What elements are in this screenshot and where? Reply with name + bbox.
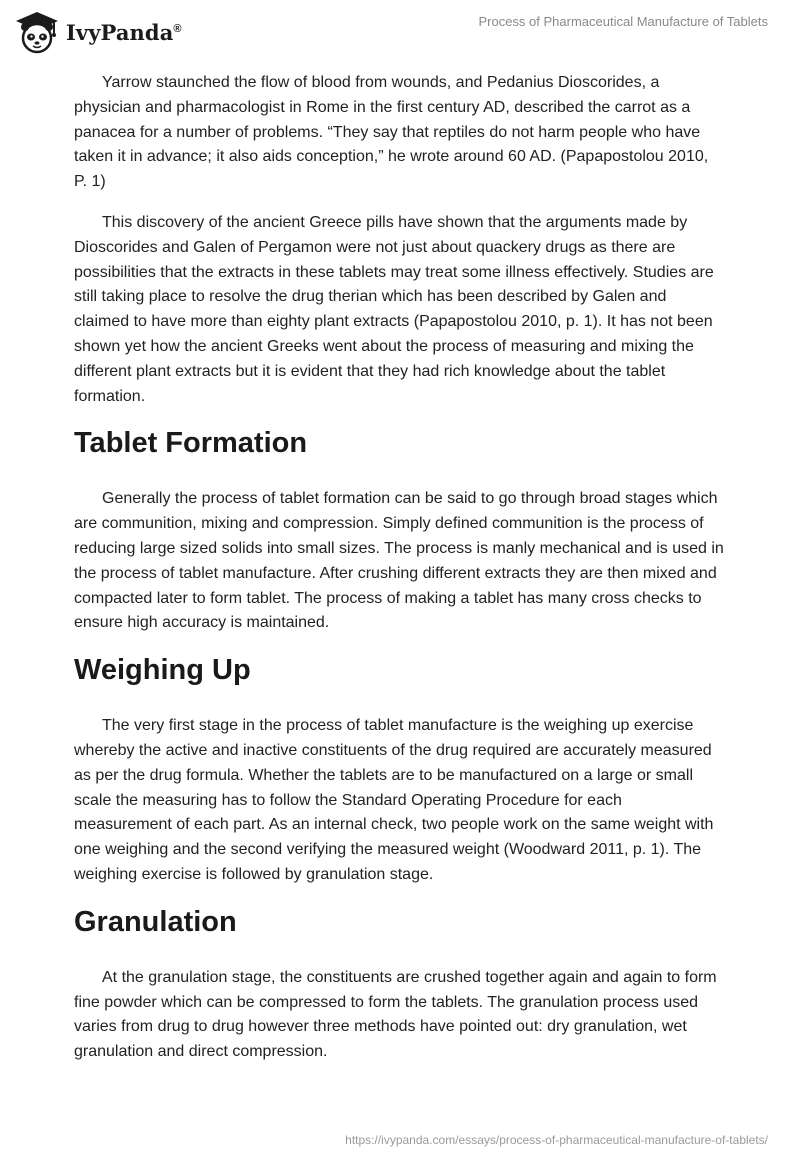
section-heading-tablet-formation: Tablet Formation	[74, 427, 308, 460]
registered-mark: ®	[173, 22, 182, 35]
paragraph: At the granulation stage, the constituents are crushed together again and again to form fine powder which can be compressed to form the tablets. The granulation process used varies from drug to drug however three methods have pointed out: dry granulation, wet granulation and direct compression.	[74, 968, 717, 1061]
brand-logo[interactable]	[14, 10, 182, 54]
paragraph: This discovery of the ancient Greece pills have shown that the arguments made by Dioscorides and Galen of Pergamon were not just about quackery drugs as there are possibilities that the extracts in these tablets may treat some illness effectively. Studies are still taking place to resolve the drug therian which has been described by Galen and claimed to have more than eighty plant extracts (Papapostolou 2010, p. 1). It has not been shown yet how the ancient Greeks went about the process of measuring and mixing the different plant extracts but it is evident that they had rich knowledge about the tablet formation.	[74, 213, 714, 405]
panda-graduate-icon	[14, 10, 60, 54]
source-url[interactable]: https://ivypanda.com/essays/process-of-pharmaceutical-manufacture-of-tablets/	[345, 1133, 768, 1147]
document-title: Process of Pharmaceutical Manufacture of Tablets	[478, 14, 768, 29]
section-heading-weighing-up: Weighing Up	[74, 654, 251, 687]
paragraph: Generally the process of tablet formation can be said to go through broad stages which are communition, mixing and compression. Simply defined communition is the process of reducing large sized solids into small sizes. The process is manly mechanical and is used in the process of tablet manufacture. After crushing different extracts they are then mixed and compacted later to form tablet. The process of making a tablet has many cross checks to ensure high accuracy is maintained.	[74, 490, 724, 632]
paragraph: The very first stage in the process of tablet manufacture is the weighing up exercise whereby the active and inactive constituents of the drug required are accurately measured as per the drug formula. Whether the tablets are to be manufactured on a large or small scale the measuring has to follow the Standard Operating Procedure for each measurement of each part. As an internal check, two people work on the same weight with one weighing and the second verifying the measured weight (Woodward 2011, p. 1). The weighing exercise is followed by granulation stage.	[74, 717, 714, 883]
page-header	[0, 0, 800, 64]
brand-name: IvyPanda®	[66, 19, 182, 45]
section-heading-granulation: Granulation	[74, 905, 237, 938]
paragraph: Yarrow staunched the flow of blood from wounds, and Pedanius Dioscorides, a physician and pharmacologist in Rome in the first century AD, described the carrot as a panacea for a number of problems. “They say that reptiles do not harm people who have taken it in advance; it also aids conception,” he wrote around 60 AD. (Papapostolou 2010, P. 1)	[74, 74, 709, 191]
article-body	[74, 71, 724, 1081]
